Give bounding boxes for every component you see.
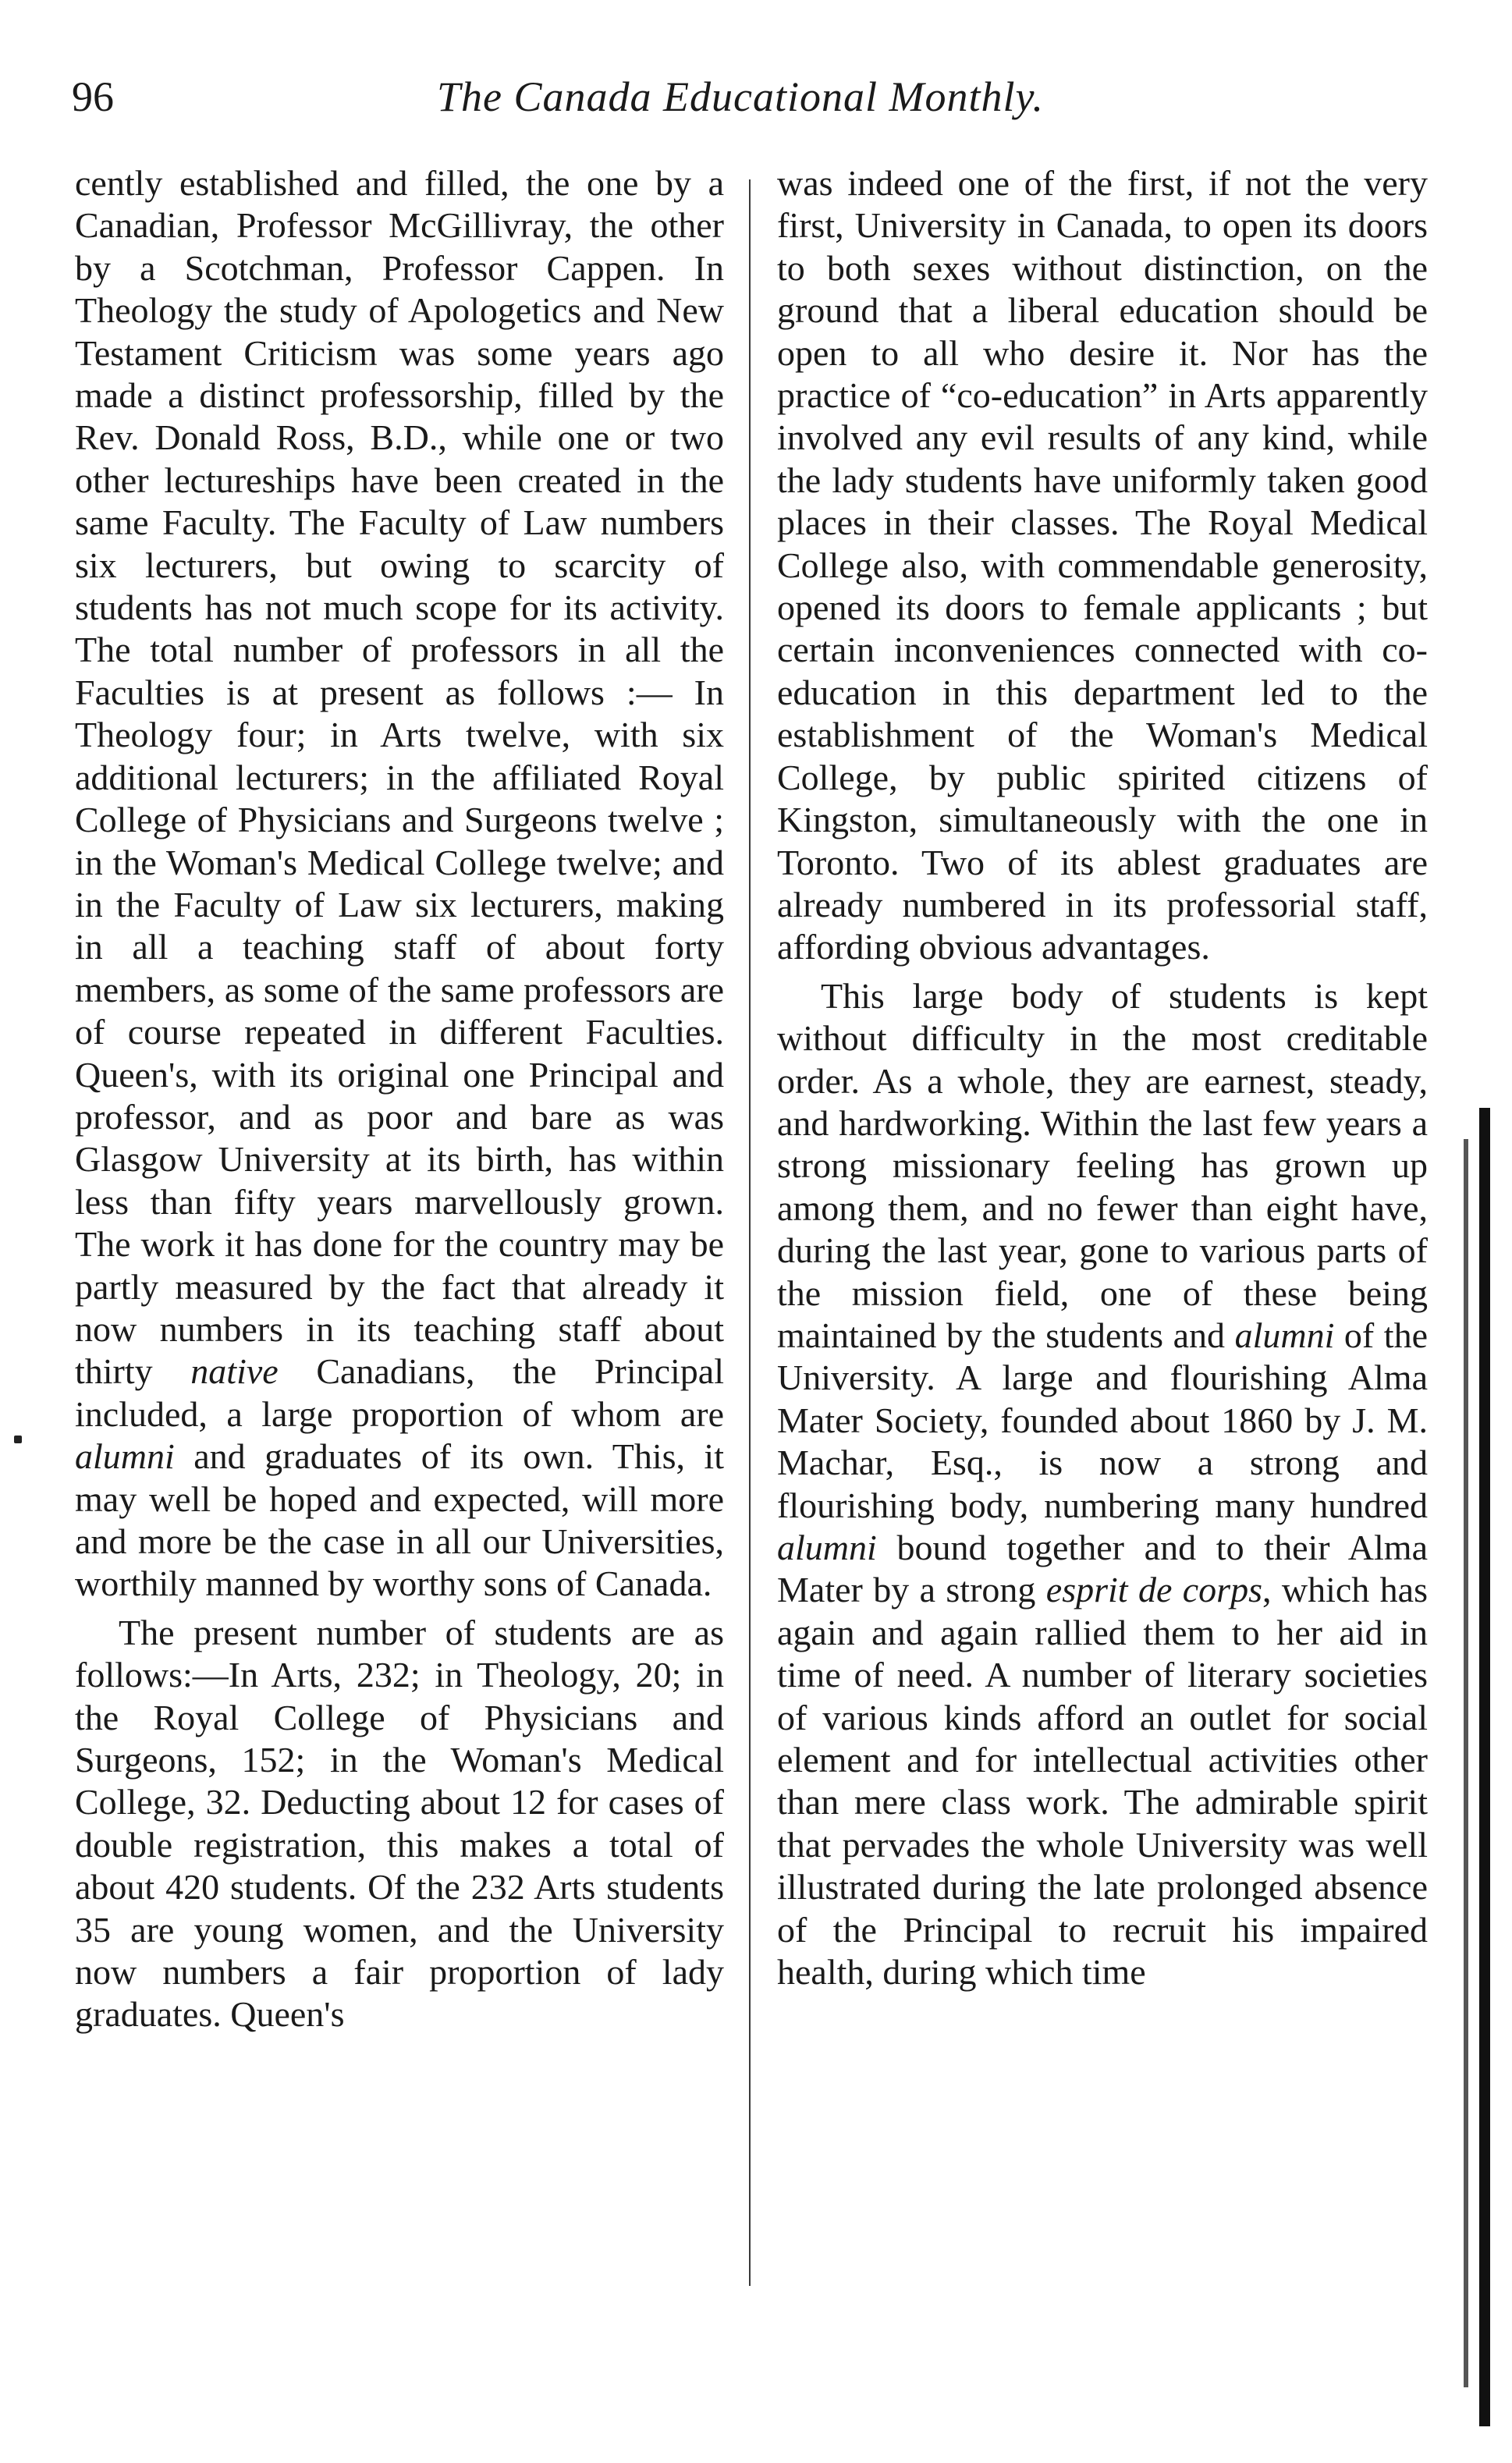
text-run: Canadians, the Principal included, a large proportion of whom are <box>75 1351 724 1434</box>
text-run: and graduates of its own. This, it may well be hoped and expected, will more and more be the case in all our Universities, worthily manned by worthy sons of Canada. <box>75 1436 724 1604</box>
scan-edge-shadow-inner <box>1464 1139 1468 2387</box>
margin-mark <box>14 1436 22 1443</box>
column-divider <box>749 179 751 2286</box>
right-column <box>777 162 1428 1993</box>
left-paragraph-1 <box>75 162 724 1606</box>
text-run: This large body of students is kept without difficulty in the most creditable order. As a whole, they are earnest, steady, and hardworking. Within the last few years a strong missionary feeling has grown up among them, and no fewer than eight have, during the last year, gone to various parts of the mission field, one of these being maintained by the students and <box>777 975 1428 1355</box>
text-run: bound together and to their Alma Mater by a strong <box>777 1528 1428 1610</box>
right-paragraph-1 <box>777 162 1428 969</box>
scan-edge-shadow <box>1479 1108 1490 2426</box>
left-paragraph-2 <box>75 1612 724 2036</box>
text-run: , which has again and again rallied them to her aid in time of need. A number of literary societies of various kinds afford an outlet for social element and for intellectual activities other than mere class work. The admirable spirit that pervades the whole University was well illustrated during the late prolonged absence of the Principal to recruit his impaired health, during which time <box>777 1570 1428 1993</box>
italic-text-run: alumni <box>1234 1315 1335 1355</box>
text-run: cently established and filled, the one by a Canadian, Professor McGillivray, the other by a Scotchman, Professor Cappen. In Theology the study of Apologetics and New Testament Criticism was some years ago made a distinct professorship, filled by the Rev. Donald Ross, B.D., while one or two other lectureships have been created in the same Faculty. The Faculty of Law numbers six lecturers, but owing to scarcity of students has not much scope for its activity. The total number of professors in all the Faculties is at present as follows :— In Theology four; in Arts twelve, with six additional lecturers; in the affiliated Royal College of Physicians and Surgeons twelve ; in the Woman's Medical College twelve; and in the Faculty of Law six lecturers, making in all a teaching staff of about forty members, as some of the same professors are of course repeated in different Faculties. Queen's, with its original one Principal and professor, and as poor and bare as was Glasgow University at its birth, has within less than fifty years marvellously grown. The work it has done for the country may be partly measured by the fact that already it now numbers in its teaching staff about thirty <box>75 163 724 1392</box>
text-run: was indeed one of the first, if not the very first, University in Canada, to open its doors to both sexes without distinction, on the ground that a liberal education should be open to all who desire it. Nor has the practice of “co-education” in Arts apparently involved any evil results of any kind, while the lady students have uniformly taken good places in their classes. The Royal Medical College also, with commendable generosity, opened its doors to female applicants ; but certain inconveniences connected with co-education in this department led to the establishment of the Woman's Medical College, by public spirited citizens of Kingston, simultaneously with the one in Toronto. Two of its ablest graduates are already numbered in its professorial staff, affording obvious advantages. <box>777 163 1428 967</box>
italic-text-run: alumni <box>777 1528 877 1567</box>
running-title: The Canada Educational Monthly. <box>437 73 1044 120</box>
italic-text-run: esprit de corps <box>1045 1570 1262 1610</box>
italic-text-run: alumni <box>75 1436 175 1477</box>
page-number: 96 <box>72 73 114 120</box>
right-paragraph-2 <box>777 975 1428 1994</box>
italic-text-run: native <box>190 1351 279 1392</box>
text-run: of the University. A large and flourishing Alma Mater Society, founded about 1860 by J. M. Machar, Esq., is now a strong and flourishing body, numbering many hundred <box>777 1315 1428 1525</box>
text-run: The present number of students are as follows:—In Arts, 232; in Theology, 20; in the Royal College of Physicians and Surgeons, 152; in the Woman's Medical College, 32. Deducting about 12 for cases of double registration, this makes a total of about 420 students. Of the 232 Arts students 35 are young women, and the University now numbers a fair proportion of lady graduates. Queen's <box>75 1612 724 2035</box>
left-column <box>75 162 724 2036</box>
